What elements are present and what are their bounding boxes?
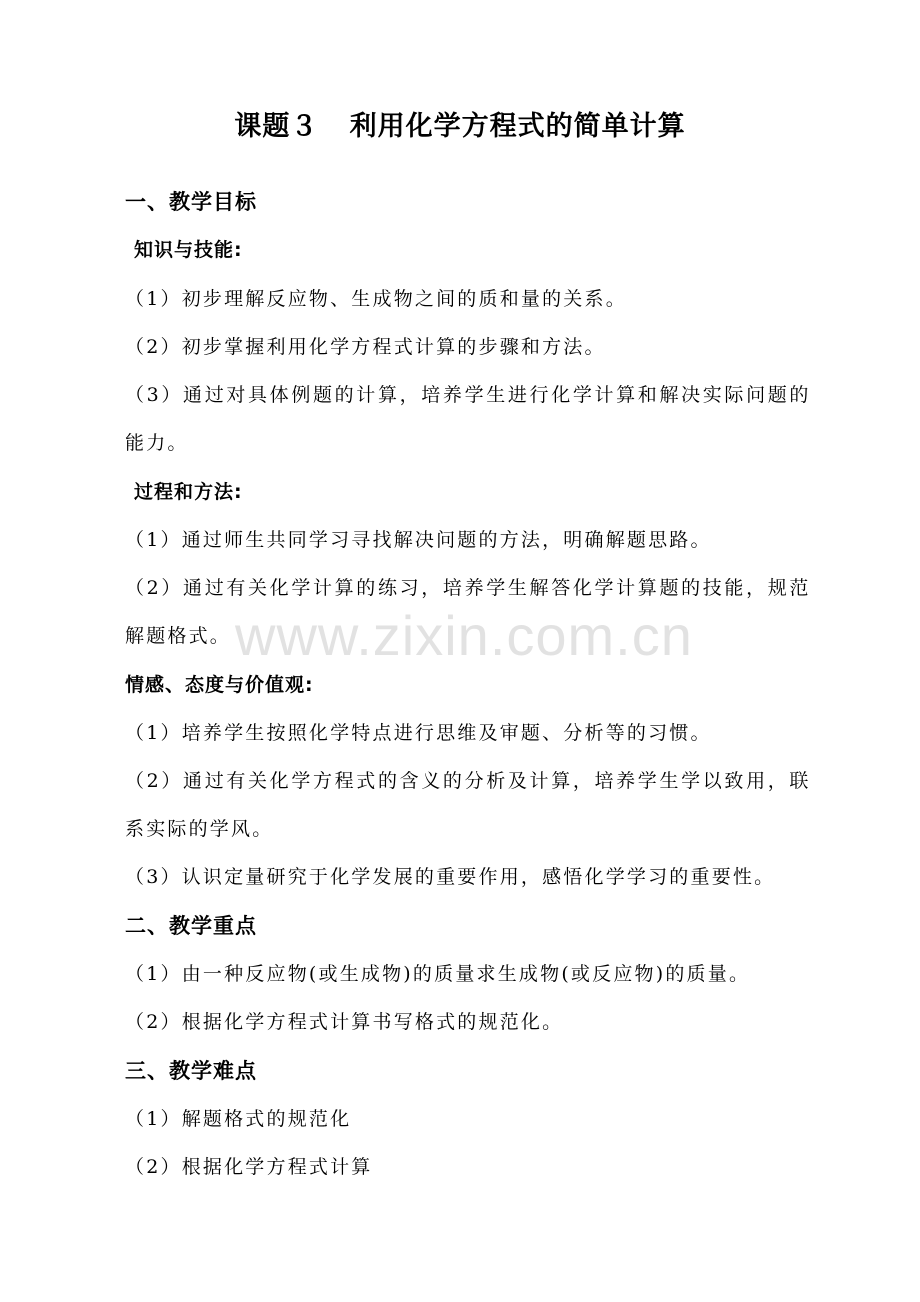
subheading-knowledge: 知识与技能: — [134, 239, 243, 261]
list-item-continuation: 解题格式。 — [125, 625, 232, 647]
list-item-continuation: 系实际的学风。 — [125, 818, 274, 840]
list-item-continuation: 能力。 — [125, 432, 189, 454]
subheading-attitude: 情感、态度与价值观: — [125, 674, 314, 696]
list-item: （2）通过有关化学计算的练习，培养学生解答化学计算题的技能，规范 — [125, 577, 810, 599]
section-heading-difficulties: 三、教学难点 — [125, 1059, 257, 1083]
list-item: （1）培养学生按照化学特点进行思维及审题、分析等的习惯。 — [125, 722, 712, 744]
list-item: （2）根据化学方程式计算 — [125, 1156, 373, 1178]
list-item: （2）根据化学方程式计算书写格式的规范化。 — [125, 1011, 564, 1033]
watermark: www.zixin.com.cn — [235, 604, 693, 667]
list-item: （3）认识定量研究于化学发展的重要作用，感悟化学学习的重要性。 — [125, 866, 776, 888]
list-item: （1）通过师生共同学习寻找解决问题的方法，明确解题思路。 — [125, 529, 712, 551]
section-heading-key-points: 二、教学重点 — [125, 914, 257, 938]
list-item: （2）通过有关化学方程式的含义的分析及计算，培养学生学以致用，联 — [125, 770, 810, 792]
list-item: （1）初步理解反应物、生成物之间的质和量的关系。 — [125, 288, 627, 310]
list-item: （1）解题格式的规范化 — [125, 1108, 352, 1130]
page-title: 课题３ 利用化学方程式的简单计算 — [234, 111, 686, 142]
section-heading-objectives: 一、教学目标 — [125, 190, 257, 214]
list-item: （1）由一种反应物(或生成物)的质量求生成物(或反应物)的质量。 — [125, 963, 751, 985]
subheading-process: 过程和方法: — [134, 481, 243, 503]
list-item: （3）通过对具体例题的计算，培养学生进行化学计算和解决实际问题的 — [125, 384, 810, 406]
list-item: （2）初步掌握利用化学方程式计算的步骤和方法。 — [125, 336, 606, 358]
